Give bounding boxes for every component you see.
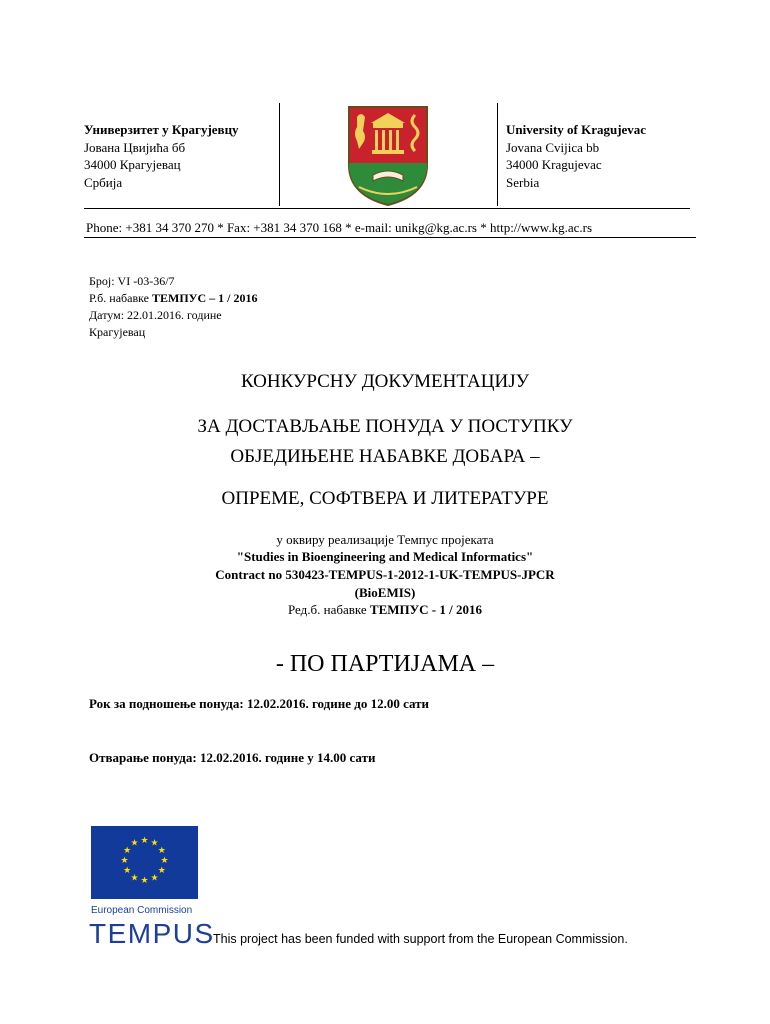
project-procurement-ref xyxy=(0,601,770,618)
contact-line: Phone: +381 34 370 270 * Fax: +381 34 370 168 * e-mail: unikg@kg.ac.rs * http://www.kg.ac.rs xyxy=(86,220,593,235)
reference-block xyxy=(89,273,257,341)
document-place: Крагујевац xyxy=(89,325,146,339)
svg-text:★: ★ xyxy=(150,838,159,849)
title-line-1: КОНКУРСНУ ДОКУМЕНТАЦИЈУ xyxy=(240,371,530,392)
svg-text:★: ★ xyxy=(157,846,166,856)
partitions-heading: - ПО ПАРТИЈАМА – xyxy=(275,651,495,677)
header-rule-bottom xyxy=(84,237,696,238)
svg-text:★: ★ xyxy=(123,866,132,876)
project-contract-text: Contract no 530423-TEMPUS-1-2012-1-UK-TEMPUS-JPCR xyxy=(215,567,555,582)
svg-text:★: ★ xyxy=(130,873,139,884)
svg-text:★: ★ xyxy=(123,846,132,856)
svg-text:★: ★ xyxy=(130,838,139,849)
svg-text:★: ★ xyxy=(157,866,166,876)
address-street-english: Jovana Cvijica bb xyxy=(506,139,600,155)
document-date: Датум: 22.01.2016. године xyxy=(89,308,222,322)
header-divider-left xyxy=(279,103,280,206)
project-name xyxy=(0,548,770,565)
address-city-serbian: 34000 Крагујевац xyxy=(84,157,181,172)
project-name-text: "Studies in Bioengineering and Medical Informatics" xyxy=(236,549,534,564)
tempus-logo-text: TEMPUS xyxy=(89,918,215,949)
eu-stars-icon xyxy=(91,826,198,899)
title-line-3: ОБЈЕДИЊЕНЕ НАБАВКЕ ДОБАРА – xyxy=(230,446,540,467)
project-ref-label: Ред.б. набавке xyxy=(288,602,370,617)
address-country-english: Serbia xyxy=(506,174,540,190)
title-line-4: ОПРЕМЕ, СОФТВЕРА И ЛИТЕРАТУРЕ xyxy=(221,488,549,509)
university-crest-logo xyxy=(345,103,431,207)
eu-flag-icon xyxy=(91,826,198,899)
project-acronym-text: (BioEMIS) xyxy=(354,585,416,600)
svg-text:★: ★ xyxy=(150,873,159,884)
address-country-serbian: Србија xyxy=(84,174,123,190)
project-ref-value: ТЕМПУС - 1 / 2016 xyxy=(369,602,482,617)
procurement-value: ТЕМПУС – 1 / 2016 xyxy=(151,291,258,305)
funding-statement: This project has been funded with support from the European Commission. xyxy=(213,932,628,946)
project-intro: у оквиру реализације Темпус пројеката xyxy=(276,532,494,547)
document-number: Број: VI -03-36/7 xyxy=(89,274,175,288)
project-contract xyxy=(0,566,770,583)
svg-text:★: ★ xyxy=(120,856,129,866)
university-name-english: University of Kragujevac xyxy=(506,122,647,137)
opening-date: Отварање понуда: 12.02.2016. године у 14.00 сати xyxy=(89,750,376,765)
header-divider-right xyxy=(497,103,498,206)
university-name-serbian: Универзитет у Крагујевцу xyxy=(84,122,239,137)
header-address-serbian xyxy=(84,121,239,191)
header-address-english xyxy=(506,121,646,191)
project-acronym xyxy=(0,584,770,601)
procurement-label: Р.б. набавке xyxy=(89,291,152,305)
svg-text:★: ★ xyxy=(140,876,149,886)
procurement-number xyxy=(89,290,257,307)
european-commission-label: European Commission xyxy=(91,905,193,916)
svg-text:★: ★ xyxy=(160,856,169,866)
submission-deadline: Рок за подношење понуда: 12.02.2016. године до 12.00 сати xyxy=(89,696,430,711)
address-street-serbian: Јована Цвијића бб xyxy=(84,139,186,155)
address-city-english: 34000 Kragujevac xyxy=(506,157,602,172)
svg-text:★: ★ xyxy=(140,836,149,846)
title-line-2: ЗА ДОСТАВЉАЊЕ ПОНУДА У ПОСТУПКУ xyxy=(197,416,573,437)
header-rule-top xyxy=(84,208,690,209)
